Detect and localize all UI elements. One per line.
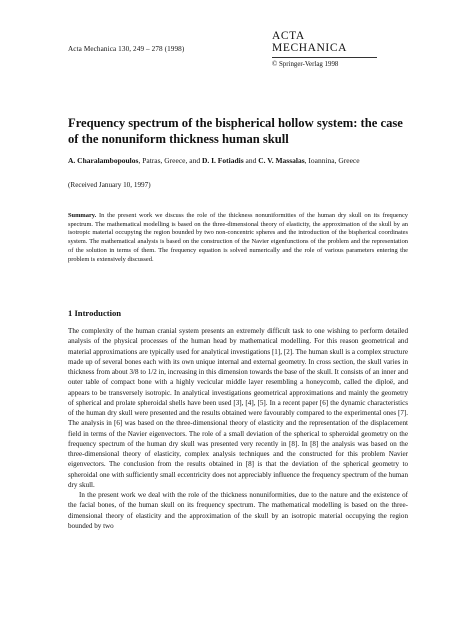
section-heading: 1 Introduction [68,308,122,318]
author-line [68,156,413,165]
paragraph-1: The complexity of the human cranial system presents an extremely difficult task to one wishing to perform detailed analysis of the physical processes of the human head by mathematical modelling. For this reason geometrical and material approximations are typically used for analytical investigations [1], [2]. The human skull is a complex structure made up of several bones each with its own unique internal and external geometry. In cross section, the skull varies in thickness from about 3/8 to 1/2 in, increasing in this dimension towards the base of the skull. It consists of an inner and outer table of compact bone with a highly vecicular middle layer resembling a honeycomb, called the diploë, and appears to be transversely isotropic. In analytical investigations geometrical approximations and mainly the geometry of spherical and prolate spheroidal shells have been used [3], [4], [5]. In a recent paper [6] the dynamic characteristics of the human dry skull were presented and the results obtained were favourably compared to the experimental ones [7]. The analysis in [6] was based on the three-dimensional theory of elasticity and the representation of the displacement field in terms of the Navier eigenvectors. The role of a small deviation of the spherical to spheroidal geometry on the frequency spectrum of the human dry skull was presented very recently in [8]. In [8] the analysis was based on the three-dimensional theory of elasticity, complex analysis techniques and the constructed for this problem Navier eigenvectors. The conclusion from the results obtained in [8] is that the deviation of the spherical geometry to spheroidal one with sufficiently small eccentricity does not appreciably influence the frequency spectrum of the human dry skull. [68,327,408,489]
author-2: D. I. Fotiadis [201,156,244,165]
journal-reference: Acta Mechanica 130, 249 – 278 (1998) [68,45,185,53]
abstract-label: Summary. [68,212,97,219]
copyright-line: © Springer-Verlag 1998 [272,61,339,68]
publisher-brand [272,30,402,68]
paragraph-2: In the present work we deal with the role of the thickness nonuniformities, due to the nature and the existence of the facial bones, of the human skull on its frequency spectrum. The mathematical modelling is based on the three-dimensional theory of elasticity and the approximation of the skull by an isotropic material occupying the region bounded by two [68,491,408,530]
author-3-affiliation: , Ioannina, Greece [304,156,360,165]
section-body [68,326,408,531]
author-separator: and [243,156,259,165]
author-1: A. Charalambopoulos [68,156,139,165]
received-date: (Received January 10, 1997) [68,181,151,189]
abstract [68,212,408,264]
author-1-affiliation: , Patras, Greece, and [138,156,202,165]
abstract-text: In the present work we discuss the role of the thickness nonuniformities of the human dry skull on its frequency spectrum. The mathematical modelling is based on the three-dimensional theory of elasticity, the approximation of the skull by an isotropic material occupying the region bounded by two non-concentric spheres and the introduction of the bispherical coordinates system. The mathematical analysis is based on the construction of the Navier eigenfunctions of the problem and the representation of the solution in terms of them. The frequency equation is solved numerically and the role of various parameters entering the problem is extensively discussed. [68,212,408,263]
article-title: Frequency spectrum of the bispherical hollow system: the case of the nonuniform thickness human skull [68,116,403,146]
author-3: C. V. Massalas [258,156,305,165]
journal-name: ACTA MECHANICA [272,30,377,58]
